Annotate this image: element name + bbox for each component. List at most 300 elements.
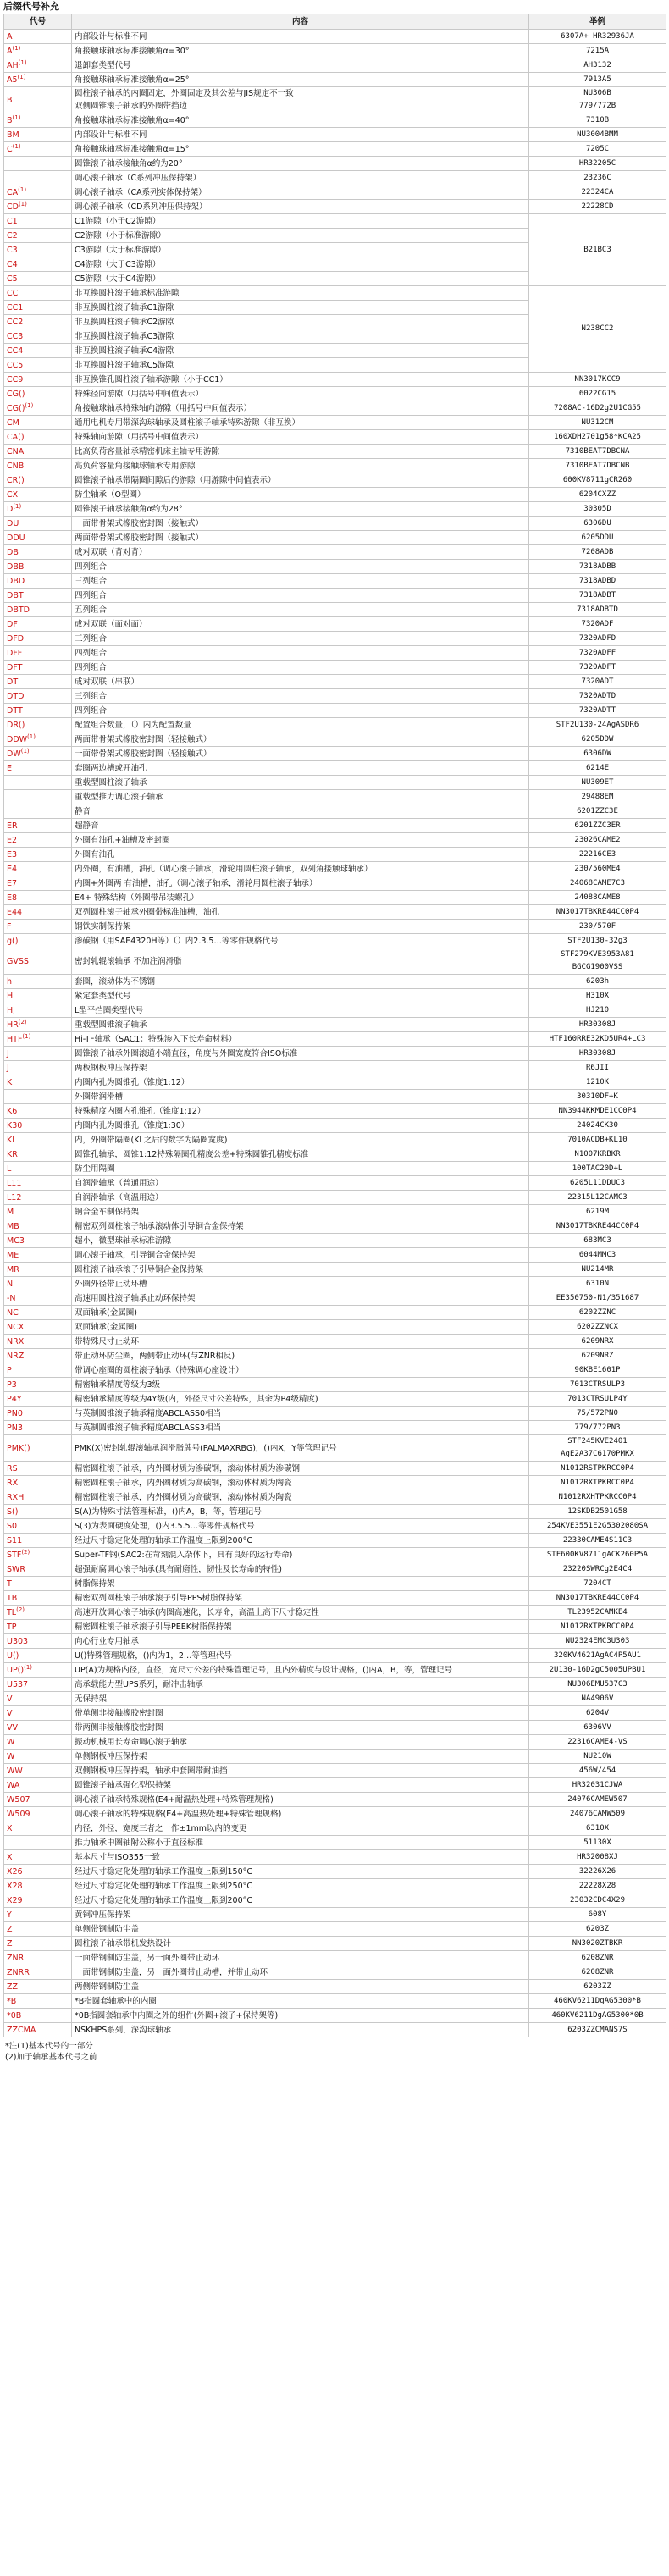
code-cell: ER xyxy=(4,819,72,833)
content-cell: 调心滚子轴承特殊规格(E4+耐温热处理+特殊管理规格) xyxy=(72,1793,529,1807)
table-row xyxy=(4,473,666,488)
code-cell: CC9 xyxy=(4,373,72,387)
table-row xyxy=(4,517,666,531)
content-cell: 内圈内孔为圆锥孔（锥度1:30） xyxy=(72,1119,529,1133)
example-cell: 7913A5 xyxy=(529,73,666,87)
example-cell: 6202ZZNCX xyxy=(529,1320,666,1335)
code-cell: RX xyxy=(4,1476,72,1490)
example-cell: 22316CAME4-VS xyxy=(529,1735,666,1750)
table-row xyxy=(4,113,666,128)
code-cell: g() xyxy=(4,934,72,948)
code-cell: NCX xyxy=(4,1320,72,1335)
table-row xyxy=(4,58,666,73)
table-row xyxy=(4,1562,666,1577)
example-cell: 779/772PN3 xyxy=(529,1421,666,1435)
example-cell: 22330CAME4S11C3 xyxy=(529,1534,666,1548)
content-cell: 一面带骨架式橡胶密封圈（轻接触式） xyxy=(72,747,529,761)
table-row xyxy=(4,200,666,214)
table-row xyxy=(4,531,666,545)
example-cell: 6201ZZC3E xyxy=(529,804,666,819)
content-cell: 通用电机专用带深沟球轴承及圆柱滚子轴承特殊游隙（非互换） xyxy=(72,416,529,430)
content-cell: 一面带骨架式橡胶密封圈（接触式） xyxy=(72,517,529,531)
code-cell: CNA xyxy=(4,445,72,459)
code-cell: CA$^{(1)}$ xyxy=(4,185,72,200)
content-cell: 向心行业专用轴承 xyxy=(72,1634,529,1649)
content-cell: 高速开放调心滚子轴承(内圈高速化，长寿命，高温上高下尺寸稳定性 xyxy=(72,1606,529,1620)
example-cell: STF2U130-24AgASDR6 xyxy=(529,718,666,732)
code-cell: Y xyxy=(4,1908,72,1922)
example-cell: 6208ZNR xyxy=(529,1951,666,1965)
table-row xyxy=(4,1721,666,1735)
example-cell: 6306VV xyxy=(529,1721,666,1735)
content-cell: 双面轴承(金属圈) xyxy=(72,1320,529,1335)
content-cell: 超强耐腐调心滚子轴承(具有耐磨性，韧性及长寿命的特性) xyxy=(72,1562,529,1577)
content-cell: 调心滚子轴承的特殊规格(E4+高温热处理+特殊管理规格) xyxy=(72,1807,529,1821)
code-cell: A5$^{(1)}$ xyxy=(4,73,72,87)
table-row xyxy=(4,833,666,848)
code-cell: F xyxy=(4,920,72,934)
example-cell: 22228X28 xyxy=(529,1879,666,1893)
example-cell: 460KV6211DgAG5300*0B xyxy=(529,2009,666,2023)
example-cell: NU3004BMM xyxy=(529,128,666,142)
content-cell: E4+ 特殊结构（外圈带吊装螺孔） xyxy=(72,891,529,905)
table-row xyxy=(4,373,666,387)
example-cell: NN3944KKMDE1CC0P4 xyxy=(529,1104,666,1119)
table-row xyxy=(4,989,666,1003)
content-cell: 内圈内孔为圆锥孔（锥度1:12） xyxy=(72,1075,529,1090)
example-cell: NU312CM xyxy=(529,416,666,430)
code-cell: L11 xyxy=(4,1176,72,1191)
example-cell: HR32008XJ xyxy=(529,1850,666,1865)
code-cell: h xyxy=(4,975,72,989)
example-cell: 7318ADBT xyxy=(529,589,666,603)
table-row xyxy=(4,545,666,560)
table-row xyxy=(4,934,666,948)
code-cell: C3 xyxy=(4,243,72,257)
example-cell: 6205DDU xyxy=(529,531,666,545)
example-cell: AH3132 xyxy=(529,58,666,73)
example-cell: 24076CAMW509 xyxy=(529,1807,666,1821)
example-cell: TL23952CAMKE4 xyxy=(529,1606,666,1620)
table-row xyxy=(4,87,666,113)
code-cell: PN3 xyxy=(4,1421,72,1435)
table-row xyxy=(4,2009,666,2023)
code-cell: BM xyxy=(4,128,72,142)
table-row xyxy=(4,732,666,747)
content-cell: 双列圆柱滚子轴承外圈带标准油槽，油孔 xyxy=(72,905,529,920)
table-row xyxy=(4,975,666,989)
table-row xyxy=(4,1363,666,1378)
example-cell: 6306DW xyxy=(529,747,666,761)
code-cell: NC xyxy=(4,1306,72,1320)
table-row xyxy=(4,157,666,171)
code-cell: $D^{(1)}$ xyxy=(4,502,72,517)
content-cell: 内外圈，有油槽，油孔（调心滚子轴承，滑轮用圆柱滚子轴承，双列角接触球轴承） xyxy=(72,862,529,876)
table-row xyxy=(4,1291,666,1306)
code-cell: W507 xyxy=(4,1793,72,1807)
table-row xyxy=(4,1435,666,1462)
table-row xyxy=(4,617,666,632)
example-cell: 6203Z xyxy=(529,1922,666,1937)
example-cell: 29488EM xyxy=(529,790,666,804)
content-cell: 振动机械用长寿命调心滚子轴承 xyxy=(72,1735,529,1750)
content-cell: 角接触球轴承特殊轴向游隙（用括号中间值表示） xyxy=(72,401,529,416)
code-cell: DFD xyxy=(4,632,72,646)
content-cell: 成对双联（串联） xyxy=(72,675,529,689)
code-cell: CX xyxy=(4,488,72,502)
table-row xyxy=(4,1793,666,1807)
table-row xyxy=(4,1865,666,1879)
example-cell: STF245KVE2401 AgE2A37C6170PMKX xyxy=(529,1435,666,1462)
example-cell: 24076CAMEW507 xyxy=(529,1793,666,1807)
code-cell: W xyxy=(4,1735,72,1750)
table-row xyxy=(4,430,666,445)
content-cell: PMK(X)密封轧辊滚轴承润滑脂牌号(PALMAXRBG)，()内X，Y等管理记号 xyxy=(72,1435,529,1462)
content-cell: 内，外圈带隔圈(KL之后的数字为隔圈宽度) xyxy=(72,1133,529,1147)
content-cell: C3游隙（大于标准游隙） xyxy=(72,243,529,257)
table-row xyxy=(4,905,666,920)
content-cell: 高负荷容量角接触球轴承专用游隙 xyxy=(72,459,529,473)
table-row xyxy=(4,142,666,157)
content-cell: 经过尺寸稳定化处理的轴承工作温度上限到250°C xyxy=(72,1879,529,1893)
table-row xyxy=(4,661,666,675)
content-cell: 推力轴承中圈轴附公称小于直径标准 xyxy=(72,1836,529,1850)
content-cell: 单侧钢板冲压保持架 xyxy=(72,1750,529,1764)
code-cell: ZZ xyxy=(4,1980,72,1994)
content-cell: 精密圆柱滚子轴承，内外圈材质为渗碳钢，滚动体材质为渗碳钢 xyxy=(72,1462,529,1476)
example-cell: R6JII xyxy=(529,1061,666,1075)
content-cell: 精密圆柱滚子轴承，内外圈材质为高碳钢，滚动体材质为陶瓷 xyxy=(72,1476,529,1490)
content-cell: 外圈带润滑槽 xyxy=(72,1090,529,1104)
content-cell: 内径，外径，宽度三者之一作±1mm以内的变更 xyxy=(72,1821,529,1836)
code-cell: MB xyxy=(4,1219,72,1234)
content-cell: 自润滑轴承（高温用途） xyxy=(72,1191,529,1205)
code-cell: DBT xyxy=(4,589,72,603)
table-row xyxy=(4,1951,666,1965)
code-cell: C1 xyxy=(4,214,72,229)
code-cell: PMK() xyxy=(4,1435,72,1462)
example-cell: NA4906V xyxy=(529,1692,666,1706)
table-row xyxy=(4,1176,666,1191)
code-cell: CC xyxy=(4,286,72,301)
example-cell: 6204V xyxy=(529,1706,666,1721)
table-row xyxy=(4,401,666,416)
code-cell: S() xyxy=(4,1505,72,1519)
content-cell: 四列组合 xyxy=(72,589,529,603)
example-cell: NU2324EMC3U303 xyxy=(529,1634,666,1649)
content-cell: 三列组合 xyxy=(72,574,529,589)
example-cell: 23220SWRCg2E4C4 xyxy=(529,1562,666,1577)
table-row xyxy=(4,776,666,790)
content-cell: 圆柱滚子轴承的内圈固定，外圈固定及其公差与JIS规定不一致 双侧圆锥滚子轴承的外圈带挡边 xyxy=(72,87,529,113)
code-cell: RS xyxy=(4,1462,72,1476)
example-cell: NN3017TBKRE44CC0P4 xyxy=(529,1591,666,1606)
table-row xyxy=(4,1162,666,1176)
table-row xyxy=(4,804,666,819)
example-cell: N1012RXHTPKRCC0P4 xyxy=(529,1490,666,1505)
content-cell: 高承载能力型UPS系列，耐冲击轴承 xyxy=(72,1678,529,1692)
content-cell: 一面带钢制防尘盖，另一面外圈带止动环 xyxy=(72,1951,529,1965)
table-row xyxy=(4,747,666,761)
table-row xyxy=(4,632,666,646)
table-row xyxy=(4,1879,666,1893)
code-cell: MR xyxy=(4,1263,72,1277)
content-cell: 经过尺寸稳定化处理的轴承工作温度上限到200°C xyxy=(72,1893,529,1908)
table-row xyxy=(4,1807,666,1821)
content-cell: S(A)为特殊寸法管理标准，()内A，B，等，管理记号 xyxy=(72,1505,529,1519)
table-row xyxy=(4,761,666,776)
example-cell: 23236C xyxy=(529,171,666,185)
code-cell: ZZCMA xyxy=(4,2023,72,2037)
code-cell: DB xyxy=(4,545,72,560)
content-cell: 圆锥滚子轴承外圈滚道小端直径，角度与外圈宽度符合ISO标准 xyxy=(72,1047,529,1061)
content-cell: 与英制圆锥滚子轴承精度ABCLASS0相当 xyxy=(72,1407,529,1421)
table-header-row xyxy=(4,14,666,30)
content-cell: 成对双联（面对面） xyxy=(72,617,529,632)
code-cell: CC2 xyxy=(4,315,72,329)
table-row xyxy=(4,1392,666,1407)
content-cell: 比高负荷容量轴承精密机床主轴专用游隙 xyxy=(72,445,529,459)
example-cell: 456W/454 xyxy=(529,1764,666,1778)
code-cell: E8 xyxy=(4,891,72,905)
content-cell: 特殊精度内圈内孔锥孔（锥度1:12） xyxy=(72,1104,529,1119)
table-row xyxy=(4,819,666,833)
content-cell: 无保持架 xyxy=(72,1692,529,1706)
content-cell: 带特殊尺寸止动环 xyxy=(72,1335,529,1349)
table-row xyxy=(4,30,666,44)
example-cell: 22324CA xyxy=(529,185,666,200)
code-cell xyxy=(4,776,72,790)
table-row xyxy=(4,1548,666,1562)
code-cell: C2 xyxy=(4,229,72,243)
content-cell: 内部设计与标准不同 xyxy=(72,128,529,142)
code-cell: DU xyxy=(4,517,72,531)
code-cell: M xyxy=(4,1205,72,1219)
table-row xyxy=(4,1476,666,1490)
example-cell: H310X xyxy=(529,989,666,1003)
code-cell: C4 xyxy=(4,257,72,272)
code-cell: J xyxy=(4,1061,72,1075)
content-cell: UP(A)为规格内径，直径，宽尺寸公差的特殊管理记号，且内外精度与设计规格，()内A，B，等，管理记号 xyxy=(72,1663,529,1678)
content-cell: 高速用圆柱滚子轴承止动环保持架 xyxy=(72,1291,529,1306)
table-row xyxy=(4,1591,666,1606)
content-cell: 两侧带钢制防尘盖 xyxy=(72,1980,529,1994)
content-cell: 调心滚子轴承，引导铜合金保持架 xyxy=(72,1248,529,1263)
table-row xyxy=(4,848,666,862)
suffix-code-table xyxy=(3,14,666,2037)
footnotes xyxy=(0,2037,669,2066)
content-cell: 精密圆柱滚子轴承滚子引导PEEK树脂保持架 xyxy=(72,1620,529,1634)
example-cell: 7320ADF xyxy=(529,617,666,632)
code-cell: DFF xyxy=(4,646,72,661)
example-cell: 7205C xyxy=(529,142,666,157)
content-cell: 角接触球轴承标准接触角α=25° xyxy=(72,73,529,87)
table-row xyxy=(4,1119,666,1133)
content-cell: 非互换锥孔圆柱滚子轴承游隙（小于CC1） xyxy=(72,373,529,387)
example-cell: 6214E xyxy=(529,761,666,776)
content-cell: 圆锥滚子轴承接触角α约为28° xyxy=(72,502,529,517)
content-cell: 特殊径向游隙（用括号中间值表示） xyxy=(72,387,529,401)
code-cell: NRZ xyxy=(4,1349,72,1363)
code-cell: E7 xyxy=(4,876,72,891)
example-cell: 2U130-16D2gC5005UPBU1 xyxy=(529,1663,666,1678)
table-row xyxy=(4,502,666,517)
code-cell: Z xyxy=(4,1922,72,1937)
code-cell: X xyxy=(4,1850,72,1865)
example-cell: 600KV8711gCR260 xyxy=(529,473,666,488)
example-cell: 24088CAME8 xyxy=(529,891,666,905)
example-cell: 6202ZZNC xyxy=(529,1306,666,1320)
code-cell: C5 xyxy=(4,272,72,286)
example-cell: 230/570F xyxy=(529,920,666,934)
content-cell: 圆锥孔轴承，圆锥1:12特殊隔圈孔精度公差+特殊圆锥孔精度标准 xyxy=(72,1147,529,1162)
content-cell: 内圈+外圈两 有油槽，油孔（调心滚子轴承，滑轮用圆柱滚子轴承） xyxy=(72,876,529,891)
code-cell: UP()$^{(1)}$ xyxy=(4,1663,72,1678)
content-cell: 超小，微型球轴承标准游隙 xyxy=(72,1234,529,1248)
example-cell: NN3020ZTBKR xyxy=(529,1937,666,1951)
example-cell: 6203ZZ xyxy=(529,1980,666,1994)
code-cell: L xyxy=(4,1162,72,1176)
content-cell: 精密圆柱滚子轴承，内外圈材质为高碳钢，滚动体材质为陶瓷 xyxy=(72,1490,529,1505)
example-cell: HTF160RRE32KD5UR4+LC3 xyxy=(529,1032,666,1047)
table-row xyxy=(4,171,666,185)
content-cell: 两面带骨架式橡胶密封圈（轻接触式） xyxy=(72,732,529,747)
content-cell: 两板钢板冲压保持架 xyxy=(72,1061,529,1075)
code-cell: DW$^{(1)}$ xyxy=(4,747,72,761)
content-cell: 与英制圆锥滚子轴承精度ABCLASS3相当 xyxy=(72,1421,529,1435)
content-cell: 带调心座圈的圆柱滚子轴承（特殊调心座设计） xyxy=(72,1363,529,1378)
table-row xyxy=(4,718,666,732)
content-cell: 圆锥滚子轴承接触角α约为20° xyxy=(72,157,529,171)
example-cell: 7320ADT xyxy=(529,675,666,689)
example-cell: 7310B xyxy=(529,113,666,128)
code-cell: DTD xyxy=(4,689,72,704)
content-cell: 带单侧非接触橡胶密封圈 xyxy=(72,1706,529,1721)
content-cell: 基本尺寸与ISO355一致 xyxy=(72,1850,529,1865)
table-row xyxy=(4,1994,666,2009)
table-row xyxy=(4,387,666,401)
example-cell: N1012RSTPKRCC0P4 xyxy=(529,1462,666,1476)
content-cell: 角接触球轴承标准接触角α=15° xyxy=(72,142,529,157)
table-row xyxy=(4,862,666,876)
code-cell: E4 xyxy=(4,862,72,876)
content-cell: 非互换圆柱滚子轴承C2游隙 xyxy=(72,315,529,329)
code-cell xyxy=(4,1090,72,1104)
example-cell: 6310N xyxy=(529,1277,666,1291)
code-cell xyxy=(4,157,72,171)
code-cell: CR() xyxy=(4,473,72,488)
example-cell: 90KBE1601P xyxy=(529,1363,666,1378)
code-cell: K6 xyxy=(4,1104,72,1119)
footnote-1: *注(1)基本代号的一部分 xyxy=(5,2042,93,2051)
code-cell: $A^{(1)}$ xyxy=(4,44,72,58)
table-row xyxy=(4,185,666,200)
table-row xyxy=(4,416,666,430)
table-row xyxy=(4,286,666,301)
example-cell: 22228CD xyxy=(529,200,666,214)
content-cell: 三列组合 xyxy=(72,632,529,646)
code-cell: K xyxy=(4,1075,72,1090)
code-cell: V xyxy=(4,1692,72,1706)
header-content: 内容 xyxy=(72,14,529,30)
example-cell: 7208AC-16D2g2U1CG55 xyxy=(529,401,666,416)
table-row xyxy=(4,891,666,905)
example-cell: 7013CTRSULP4Y xyxy=(529,1392,666,1407)
content-cell: *B指圆套轴承中的内圈 xyxy=(72,1994,529,2009)
table-row xyxy=(4,1980,666,1994)
content-cell: 黄铜冲压保持架 xyxy=(72,1908,529,1922)
example-cell: 6203ZZCMANS7S xyxy=(529,2023,666,2037)
code-cell: CC5 xyxy=(4,358,72,373)
table-row xyxy=(4,790,666,804)
table-row xyxy=(4,2023,666,2037)
example-cell: 12SKDB2501G58 xyxy=(529,1505,666,1519)
code-cell: WW xyxy=(4,1764,72,1778)
example-cell: 7320ADTT xyxy=(529,704,666,718)
example-cell: 6201ZZC3ER xyxy=(529,819,666,833)
example-cell: 6044MMC3 xyxy=(529,1248,666,1263)
code-cell: MC3 xyxy=(4,1234,72,1248)
table-row xyxy=(4,128,666,142)
content-cell: 非互换圆柱滚子轴承标准游隙 xyxy=(72,286,529,301)
example-cell: 30310DF+K xyxy=(529,1090,666,1104)
code-cell: DBD xyxy=(4,574,72,589)
code-cell: CM xyxy=(4,416,72,430)
code-cell: DTT xyxy=(4,704,72,718)
example-cell: 7318ADBB xyxy=(529,560,666,574)
code-cell: DBB xyxy=(4,560,72,574)
content-cell: 渗碳钢（用SAE4320H等）（）内2.3.5…等零件规格代号 xyxy=(72,934,529,948)
example-cell: 24068CAME7C3 xyxy=(529,876,666,891)
table-row xyxy=(4,646,666,661)
content-cell: 四列组合 xyxy=(72,704,529,718)
example-cell: 30305D xyxy=(529,502,666,517)
example-cell: NU214MR xyxy=(529,1263,666,1277)
content-cell: 钢铁实制保持架 xyxy=(72,920,529,934)
content-cell: S(3)为表面硬度处理，()内3.5.5…等零件规格代号 xyxy=(72,1519,529,1534)
code-cell: *0B xyxy=(4,2009,72,2023)
table-row xyxy=(4,1032,666,1047)
code-cell: DR() xyxy=(4,718,72,732)
content-cell: L型平挡圈类型代号 xyxy=(72,1003,529,1018)
content-cell: 外圈有油孔+油槽及密封圈 xyxy=(72,833,529,848)
code-cell: A xyxy=(4,30,72,44)
table-row xyxy=(4,1378,666,1392)
content-cell: Super-TF钢(SAC2:在苛刻混入杂体下，具有良好的运行寿命) xyxy=(72,1548,529,1562)
code-cell: W509 xyxy=(4,1807,72,1821)
content-cell: 超静音 xyxy=(72,819,529,833)
example-cell: 6306DU xyxy=(529,517,666,531)
code-cell: P xyxy=(4,1363,72,1378)
header-code: 代号 xyxy=(4,14,72,30)
table-row xyxy=(4,1778,666,1793)
content-cell: 成对双联（背对背） xyxy=(72,545,529,560)
content-cell: 重载型推力调心滚子轴承 xyxy=(72,790,529,804)
example-cell: 7320ADFF xyxy=(529,646,666,661)
table-row xyxy=(4,1306,666,1320)
code-cell: X26 xyxy=(4,1865,72,1879)
code-cell: V xyxy=(4,1706,72,1721)
example-cell: 75/572PN0 xyxy=(529,1407,666,1421)
table-row xyxy=(4,1061,666,1075)
table-body xyxy=(4,30,666,2037)
table-row xyxy=(4,73,666,87)
example-cell: 100TAC20D+L xyxy=(529,1162,666,1176)
content-cell: 精密轴承精度等级为4Y级(内，外径尺寸公差特殊，其余为P4级精度) xyxy=(72,1392,529,1407)
example-cell: 22315L12CAMC3 xyxy=(529,1191,666,1205)
code-cell: P4Y xyxy=(4,1392,72,1407)
example-cell: NN3017KCC9 xyxy=(529,373,666,387)
